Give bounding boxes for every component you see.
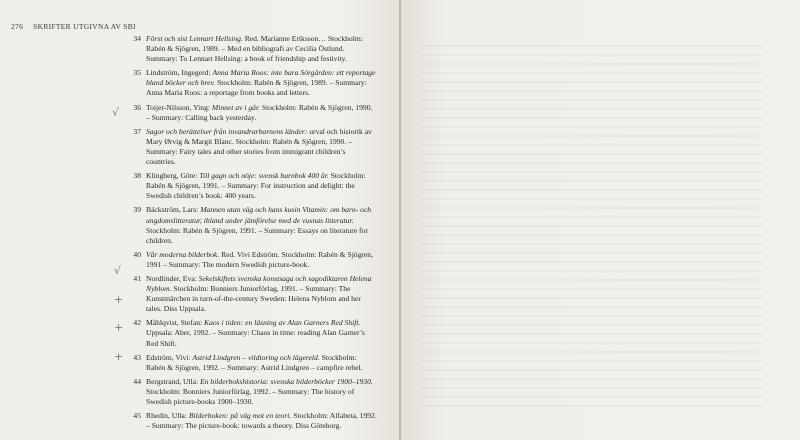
entry-details: Stockholm: Rabén & Sjögren, 1990. – Summary: Calling back yesterday. — [146, 102, 373, 122]
entry-number: 36 — [133, 102, 141, 112]
entry-title: En bilderbokshistoria: svenska bilderböcker 1900–1930. — [200, 376, 373, 386]
bibliography-entry — [129, 377, 377, 407]
entry-author: Klingberg, Göte: — [146, 171, 200, 181]
entry-title: Mannen utan väg och hans kusin Vitamin: om barn- och ungdomslitteratur, ibland under jämförelse med de vuxnas litteratur. — [146, 205, 372, 225]
entry-title: Bilderboken: på väg mot en teori. — [188, 411, 292, 421]
entry-text — [146, 205, 377, 245]
bibliography-entry — [129, 103, 377, 123]
bibliography-entry — [129, 274, 377, 314]
bibliography-entry — [129, 171, 377, 201]
bibliography-entry — [129, 34, 377, 64]
entry-details: Stockholm: Rabén & Sjögren, 1992. – Summary: Astrid Lindgren – campfire rebel. — [146, 352, 363, 372]
entry-author: Lindström, Ingegerd: — [146, 68, 213, 78]
entry-details: Stockholm: Rabén & Sjögren, 1989. – Summary: Anna Maria Roos: a reportage from books and letters. — [146, 78, 367, 98]
show-through-text — [422, 38, 762, 410]
entry-author: Toijer-Nilsson, Ying: — [146, 102, 212, 112]
bibliography-entry — [129, 68, 377, 98]
entry-details: Uppsala: Aber, 1992. – Summary: Chaos in time: reading Alan Garner’s Red Shift. — [146, 328, 365, 348]
running-head — [11, 22, 136, 31]
entry-text — [146, 274, 377, 314]
entry-author: Måhlqvist, Stefan: — [146, 318, 205, 328]
entry-title: Astrid Lindgren – vildtoring och lägereld. — [192, 352, 320, 362]
margin-checkmark: √ — [114, 264, 122, 277]
entry-details: urval och historik av Mary Ørvig & Margit Blanc. Stockholm: Rabén & Sjögren, 1990. – Summary: Fairy tales and other stories from immigrant children’s countries. — [146, 126, 372, 167]
entry-text — [146, 34, 377, 64]
entry-number: 42 — [133, 318, 141, 328]
entry-text — [146, 103, 377, 123]
entry-text — [146, 353, 377, 373]
entry-title: Vår moderna bilderbok. — [146, 249, 220, 259]
entry-title: Till gagn och nöje: svensk barnbok 400 år. — [199, 171, 329, 181]
entry-title: Först och sist Lennart Hellsing. — [146, 34, 243, 43]
entry-author: Nordlinder, Eva: — [146, 273, 199, 283]
entry-text — [146, 377, 377, 407]
entry-number: 34 — [133, 34, 141, 43]
bibliography-entry — [129, 205, 377, 245]
running-title: SKRIFTER UTGIVNA AV SBI — [33, 22, 136, 31]
entry-text — [146, 250, 377, 270]
bibliography-entry — [129, 353, 377, 373]
entry-number: 35 — [133, 68, 141, 78]
entry-details: Stockholm: Rabén & Sjögren, 1991. – Summary: Essays on literature for children. — [146, 225, 368, 245]
entry-details: Stockholm: Bonniers Juniorförlag, 1991. – Summary: The Kunstmärchen in turn-of-the-century Sweden: Helena Nyblom and her tales. Diss Uppsala. — [146, 284, 361, 314]
entry-details: Red. Marianne Eriksson… Stockholm: Rabén & Sjögren, 1989. – Med en bibliografi av Cecilia Östlund. Summary: To Lennart Hellsing: a book of friendship and festivity. — [146, 34, 363, 64]
entry-author: Bergstrand, Ulla: — [146, 376, 201, 386]
entry-title: Sagor och berättelser från invandrarbarnens länder: — [146, 126, 308, 136]
entry-number: 44 — [133, 376, 141, 386]
entry-details: Red. Vivi Edström. Stockholm: Rabén & Sjögren, 1991 – Summary: The modern Swedish picture-book. — [146, 249, 373, 269]
entry-author: Edström, Vivi: — [146, 352, 193, 362]
entry-number: 38 — [133, 171, 141, 181]
entry-text — [146, 318, 377, 348]
entry-title: Sekelskiftets svenska konstsaga och sagodiktaren Helena Nyblom. — [146, 273, 372, 294]
entry-number: 37 — [133, 126, 141, 136]
entry-number: 43 — [133, 352, 141, 362]
bibliography-entry — [129, 411, 377, 431]
entry-author: Bäckström, Lars: — [146, 205, 201, 215]
entry-details: Stockholm: Bonniers Juniorförlag, 1992. – Summary: The history of Swedish picture-books 1900–1930. — [146, 386, 355, 406]
bibliography-entry — [129, 127, 377, 167]
entry-number: 41 — [133, 273, 141, 283]
entry-number: 40 — [133, 249, 141, 259]
margin-plus-mark: + — [114, 321, 124, 334]
margin-plus-mark: + — [114, 350, 124, 363]
bibliography-entry — [129, 250, 377, 270]
bibliography-list — [129, 34, 377, 435]
entry-details: Stockholm: Alfabeta, 1992. – Summary: The picture-book: towards a theory. Diss Göteborg. — [146, 411, 377, 431]
entry-text — [146, 411, 377, 431]
margin-plus-mark: + — [114, 293, 124, 306]
entry-details: Stockholm: Rabén & Sjögren, 1991. – Summary: For instruction and delight: the Swedish children’s book: 400 years. — [146, 171, 366, 201]
bibliography-entry — [129, 318, 377, 348]
entry-title: Kaos i tiden: en läsning av Alan Garners Red Shift. — [204, 318, 361, 328]
entry-title: Anna Maria Roos: inte bara Sörgården: ett reportage bland böcker och brev. — [146, 68, 376, 88]
entry-text — [146, 68, 377, 98]
entry-title: Minnet av i går. — [211, 102, 260, 112]
entry-number: 39 — [133, 205, 141, 215]
entry-text — [146, 171, 377, 201]
margin-checkmark: √ — [112, 106, 120, 119]
entry-number: 45 — [133, 411, 141, 421]
entry-author: Rhedin, Ulla: — [146, 411, 189, 421]
entry-text — [146, 127, 377, 167]
page-number: 276 — [11, 22, 24, 31]
